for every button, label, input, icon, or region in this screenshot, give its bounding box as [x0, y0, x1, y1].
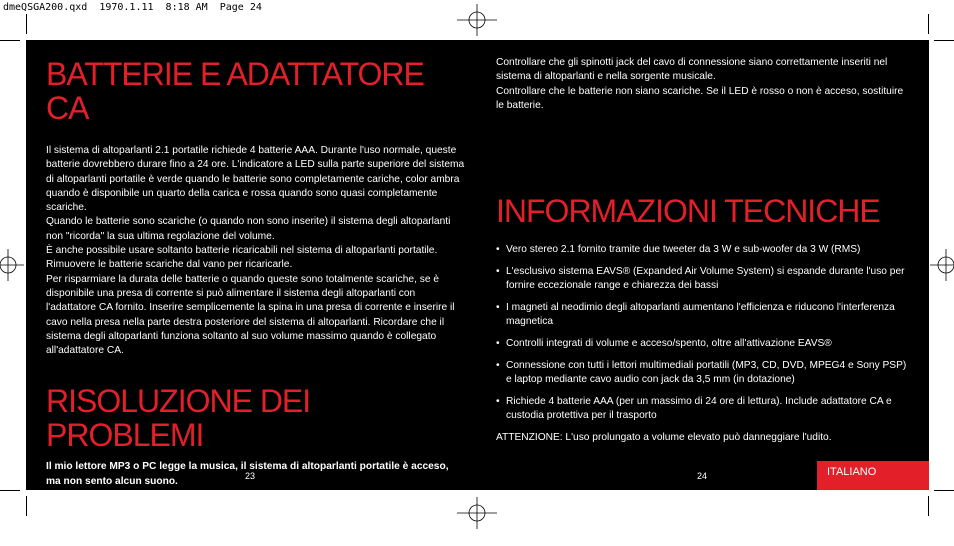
heading-risoluzione: RISOLUZIONE DEI PROBLEMI [46, 383, 311, 454]
intro-paragraph: Controllare che le batterie non siano scariche. Se il LED è rosso o non è acceso, sostituire le batterie. [496, 85, 904, 111]
spec-item [496, 395, 911, 424]
bullet-icon: • [496, 359, 500, 371]
bullet-icon: • [496, 395, 500, 407]
print-slug: dmeQSGA200.qxd 1970.1.11 8:18 AM Page 24 [3, 2, 262, 13]
language-tab: ITALIANO [817, 461, 929, 490]
registration-mark-top [457, 4, 497, 36]
crop-mark-top-right-v [928, 14, 929, 34]
spec-list [496, 243, 911, 423]
bullet-icon: • [496, 265, 500, 277]
crop-mark-bottom-right [934, 490, 954, 491]
crop-mark-bottom-left [0, 490, 20, 491]
batterie-paragraph: È anche possibile usare soltanto batterie ricaricabili nel sistema di altoparlanti portatile. Rimuovere le batterie scariche dal vano per ricaricarle. [46, 245, 438, 271]
spec-text: I magneti al neodimio degli altoparlanti aumentano l'efficienza e riducono l'interferenza magnetica [506, 301, 895, 328]
spec-item [496, 301, 911, 330]
batterie-body [46, 144, 466, 358]
bullet-icon: • [496, 244, 500, 256]
spec-item [496, 337, 911, 351]
spec-text: Connessione con tutti i lettori multimediali portatili (MP3, CD, DVD, MPEG4 e Sony PSP) e laptop mediante cavo audio con jack da 3,5 mm (in dotazione) [506, 359, 907, 385]
page-number-right: 24 [697, 471, 708, 481]
right-page [496, 40, 911, 445]
intro-paragraph: Controllare che gli spinotti jack del cavo di connessione siano correttamente inseriti nel sistema di altoparlanti e nella sorgente musicale. [496, 57, 888, 83]
problem-title: Il mio lettore MP3 o PC legge la musica, il sistema di altoparlanti portatile è acceso, ma non sento alcun suono. [46, 461, 449, 487]
page-number-left: 23 [245, 471, 256, 481]
crop-mark-bottom-right-v [928, 496, 929, 516]
heading-batterie: BATTERIE E ADATTATORE CA [46, 56, 424, 126]
spec-item [496, 265, 911, 294]
batterie-paragraph: Per risparmiare la durata delle batterie o quando queste sono totalmente scariche, se è disponibile una presa di corrente si può alimentare il sistema degli altoparlanti con l'adattatore CA fornito. Inserire semplicemente la spina in una presa di corrente e inserire il cavo nella presa nella parte destra posteriore del sistema di altoparlanti. Ricordare che il sistema degli altoparlanti funziona soltanto al suo volume massimo quando è collegato all'adattatore CA. [46, 273, 455, 357]
left-page [46, 40, 466, 546]
spec-item [496, 359, 911, 388]
crop-mark-top-left [0, 40, 20, 41]
bullet-icon: • [496, 337, 500, 349]
warning-text: ATTENZIONE: L'uso prolungato a volume elevato può danneggiare l'udito. [496, 431, 832, 443]
spec-text: Vero stereo 2.1 fornito tramite due tweeter da 3 W e sub-woofer da 3 W (RMS) [506, 244, 861, 256]
batterie-paragraph: Il sistema di altoparlanti 2.1 portatile richiede 4 batterie AAA. Durante l'uso normale, queste batterie dovrebbero durare fino a 24 ore. L'indicatore a LED sulla parte superiore del sistema di altoparlanti portatile è verde quando le batterie sono completamente cariche, color ambra quando è disponibile un quarto della carica e rossa quando sono quasi completamente scariche. [46, 145, 465, 214]
spread [26, 40, 929, 544]
spec-text: L'esclusivo sistema EAVS® (Expanded Air Volume System) si espande durante l'uso per fornire eccezionale range e chiarezza dei bassi [506, 265, 905, 292]
registration-mark-right [930, 249, 954, 281]
problem-paragraph: Controllare che il volume del lettore musicale non sia regolato a '0'. Se lo è, aumentarlo fino al livello richiesto. [46, 518, 459, 544]
crop-mark-bottom-left-v [26, 496, 27, 516]
batterie-paragraph: Quando le batterie sono scariche (o quando non sono inserite) il sistema degli altoparlanti non "ricorda" la sua ultima regolazione del volume. [46, 216, 451, 242]
registration-mark-left [0, 249, 24, 281]
problem-paragraph: Controllare che il volume del sistema di altoparlanti portatile non sia a regolato a '0'. Premere il tasto "+" per aumentare il volume fino a quando si sente la musica. [46, 490, 465, 516]
spec-text: Richiede 4 batterie AAA (per un massimo di 24 ore di lettura). Include adattatore CA e custodia protettiva per il trasporto [506, 395, 892, 421]
troubleshoot-continued [496, 56, 911, 113]
crop-mark-top-right [934, 40, 954, 41]
bullet-icon: • [496, 301, 500, 313]
crop-mark-top-left-v [26, 14, 27, 34]
problem-body [46, 460, 466, 546]
spec-text: Controlli integrati di volume e acceso/spento, oltre all'attivazione EAVS® [506, 337, 832, 349]
spec-item [496, 243, 911, 257]
heading-informazioni: INFORMAZIONI TECNICHE [496, 193, 880, 230]
